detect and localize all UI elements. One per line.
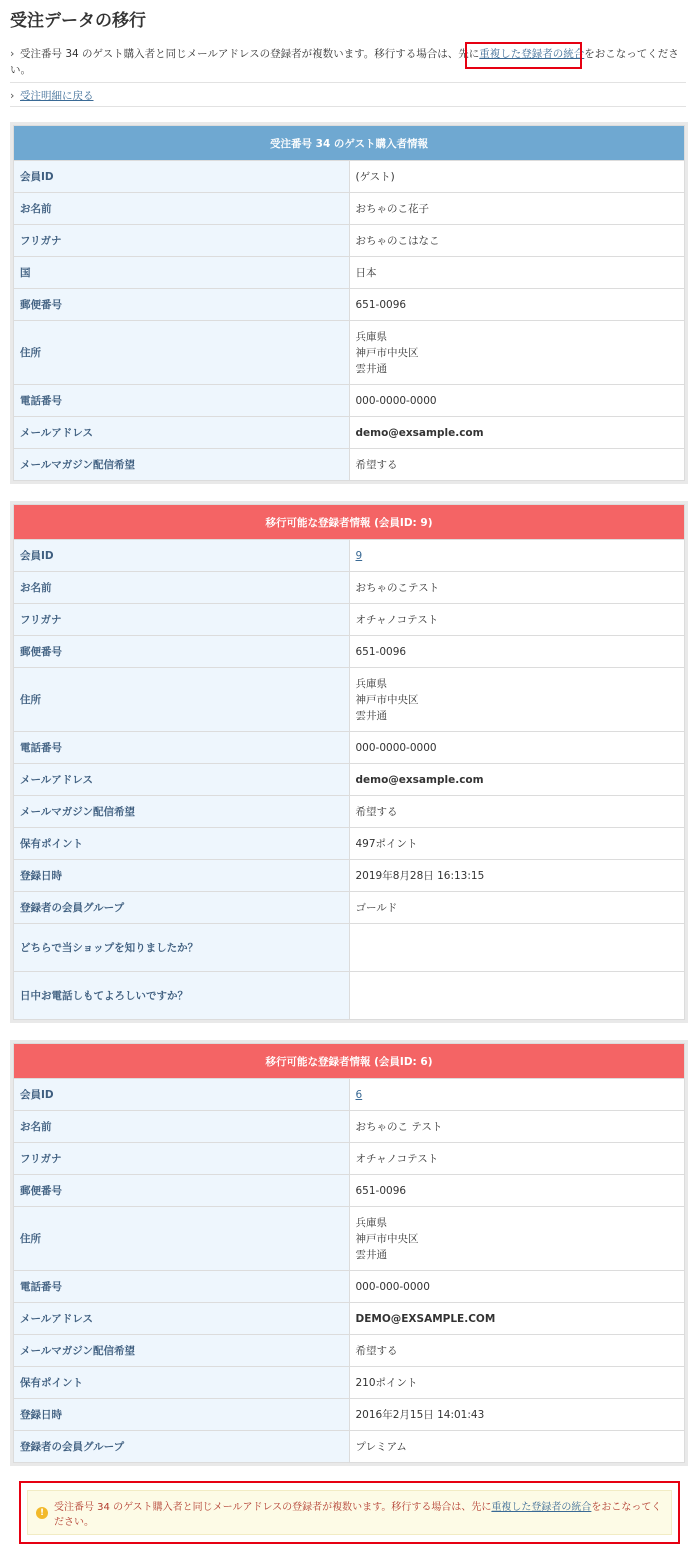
row-label: 電話番号 (14, 385, 350, 417)
table-row (14, 1207, 685, 1271)
row-label: 郵便番号 (14, 636, 350, 668)
table-row (14, 1399, 685, 1431)
address-line: 神戸市中央区 (355, 1232, 419, 1245)
member-9-table (13, 504, 685, 1020)
member-9-header: 移行可能な登録者情報 (会員ID: 9) (14, 505, 685, 540)
row-label: 保有ポイント (14, 828, 350, 860)
row-label: 日中お電話しもてよろしいですか？ (14, 972, 350, 1020)
table-row (14, 1303, 685, 1335)
table-row (14, 572, 685, 604)
row-label: お名前 (14, 193, 350, 225)
table-row (14, 321, 685, 385)
row-value: 000-0000-0000 (349, 385, 685, 417)
row-value: 651-0096 (349, 1175, 685, 1207)
duplicate-alert (27, 1490, 672, 1535)
table-row (14, 257, 685, 289)
row-value: 651-0096 (349, 289, 685, 321)
row-label: メールアドレス (14, 1303, 350, 1335)
row-label: 電話番号 (14, 732, 350, 764)
row-value: おちゃのこ テスト (349, 1111, 685, 1143)
row-label: お名前 (14, 572, 350, 604)
table-row (14, 828, 685, 860)
row-label: 住所 (14, 668, 350, 732)
row-value: オチャノコテスト (349, 1143, 685, 1175)
row-label: メールアドレス (14, 764, 350, 796)
table-row (14, 796, 685, 828)
row-label: フリガナ (14, 225, 350, 257)
row-label: 登録日時 (14, 860, 350, 892)
address-line: 兵庫県 (355, 1216, 387, 1229)
row-label: 会員ID (14, 1079, 350, 1111)
row-label: 郵便番号 (14, 1175, 350, 1207)
row-value (349, 540, 685, 572)
row-value: 希望する (349, 449, 685, 481)
row-value: 651-0096 (349, 636, 685, 668)
table-row (14, 1111, 685, 1143)
row-value: demo@exsample.com (349, 417, 685, 449)
row-label: メールマガジン配信希望 (14, 449, 350, 481)
row-value: オチャノコテスト (349, 604, 685, 636)
guest-info-header: 受注番号 34 のゲスト購入者情報 (14, 126, 685, 161)
row-value: 497ポイント (349, 828, 685, 860)
chevron-right-icon: › (10, 89, 15, 102)
member-6-table (13, 1043, 685, 1463)
row-label: メールマガジン配信希望 (14, 1335, 350, 1367)
table-row (14, 1175, 685, 1207)
row-label: メールマガジン配信希望 (14, 796, 350, 828)
row-value (349, 924, 685, 972)
address-line: 雲井通 (355, 1248, 387, 1261)
row-value: 希望する (349, 1335, 685, 1367)
table-row (14, 764, 685, 796)
row-value: 2016年2月15日 14:01:43 (349, 1399, 685, 1431)
row-label: フリガナ (14, 604, 350, 636)
guest-info-card (10, 122, 688, 484)
address-line: 兵庫県 (355, 677, 387, 690)
row-value: おちゃのこテスト (349, 572, 685, 604)
row-value (349, 1079, 685, 1111)
row-label: 国 (14, 257, 350, 289)
table-row (14, 417, 685, 449)
table-row (14, 449, 685, 481)
row-value: 希望する (349, 796, 685, 828)
table-row (14, 225, 685, 257)
merge-duplicates-link[interactable]: 重複した登録者の統合 (479, 48, 585, 60)
row-value: 000-000-0000 (349, 1271, 685, 1303)
duplicate-notice-text: 受注番号 34 のゲスト購入者と同じメールアドレスの登録者が複数います。移行する場合は、先に (20, 48, 480, 60)
address-line: 雲井通 (355, 362, 387, 375)
back-to-order-link[interactable]: 受注明細に戻る (20, 90, 94, 102)
row-value: おちゃのこはなこ (349, 225, 685, 257)
table-row (14, 385, 685, 417)
table-row (14, 636, 685, 668)
table-row (14, 193, 685, 225)
address-line: 神戸市中央区 (355, 693, 419, 706)
table-row (14, 604, 685, 636)
alert-merge-link[interactable]: 重複した登録者の統合 (491, 1501, 592, 1513)
row-label: どちらで当ショップを知りましたか？ (14, 924, 350, 972)
row-label: フリガナ (14, 1143, 350, 1175)
table-row (14, 924, 685, 972)
table-row (14, 161, 685, 193)
address-value (349, 1207, 685, 1271)
member-id-link[interactable]: 6 (355, 1088, 363, 1101)
address-line: 兵庫県 (355, 330, 387, 343)
row-value: ゴールド (349, 892, 685, 924)
table-row (14, 668, 685, 732)
row-value: プレミアム (349, 1431, 685, 1463)
row-label: 会員ID (14, 161, 350, 193)
table-row (14, 892, 685, 924)
row-value: 2019年8月28日 16:13:15 (349, 860, 685, 892)
alert-text-post: をおこなってください。 (54, 1501, 662, 1528)
row-value: 210ポイント (349, 1367, 685, 1399)
alert-text (54, 1498, 671, 1528)
row-label: 登録日時 (14, 1399, 350, 1431)
member-id-link[interactable]: 9 (355, 549, 363, 562)
member-6-card (10, 1040, 688, 1466)
duplicate-notice-text-end: をおこなってください。 (10, 48, 679, 76)
row-value: おちゃのこ花子 (349, 193, 685, 225)
address-line: 神戸市中央区 (355, 346, 419, 359)
alert-highlight-box (19, 1481, 680, 1544)
back-nav (10, 88, 686, 107)
table-row (14, 1431, 685, 1463)
row-label: 登録者の会員グループ (14, 1431, 350, 1463)
duplicate-notice (10, 46, 686, 83)
page-title: 受注データの移行 (10, 11, 146, 31)
table-row (14, 1367, 685, 1399)
address-line: 雲井通 (355, 709, 387, 722)
table-row (14, 1271, 685, 1303)
row-label: 会員ID (14, 540, 350, 572)
table-row (14, 732, 685, 764)
table-row (14, 289, 685, 321)
table-row (14, 1143, 685, 1175)
row-value: 000-0000-0000 (349, 732, 685, 764)
link-highlight-box (465, 42, 585, 69)
row-label: 住所 (14, 1207, 350, 1271)
row-label: メールアドレス (14, 417, 350, 449)
table-row (14, 972, 685, 1020)
row-label: お名前 (14, 1111, 350, 1143)
member-9-card (10, 501, 688, 1023)
member-6-header: 移行可能な登録者情報 (会員ID: 6) (14, 1044, 685, 1079)
row-label: 郵便番号 (14, 289, 350, 321)
guest-info-table (13, 125, 685, 481)
table-row (14, 860, 685, 892)
address-value (349, 321, 685, 385)
table-row (14, 1335, 685, 1367)
row-label: 登録者の会員グループ (14, 892, 350, 924)
table-row (14, 1079, 685, 1111)
row-value: DEMO@EXSAMPLE.COM (349, 1303, 685, 1335)
row-label: 保有ポイント (14, 1367, 350, 1399)
row-value: demo@exsample.com (349, 764, 685, 796)
table-row (14, 540, 685, 572)
row-value (349, 972, 685, 1020)
alert-text-pre: 受注番号 34 のゲスト購入者と同じメールアドレスの登録者が複数います。移行する場合は、先に (54, 1501, 492, 1513)
chevron-right-icon: › (10, 47, 15, 60)
row-value: (ゲスト) (349, 161, 685, 193)
warning-icon: ! (36, 1507, 48, 1519)
row-label: 住所 (14, 321, 350, 385)
address-value (349, 668, 685, 732)
row-value: 日本 (349, 257, 685, 289)
row-label: 電話番号 (14, 1271, 350, 1303)
